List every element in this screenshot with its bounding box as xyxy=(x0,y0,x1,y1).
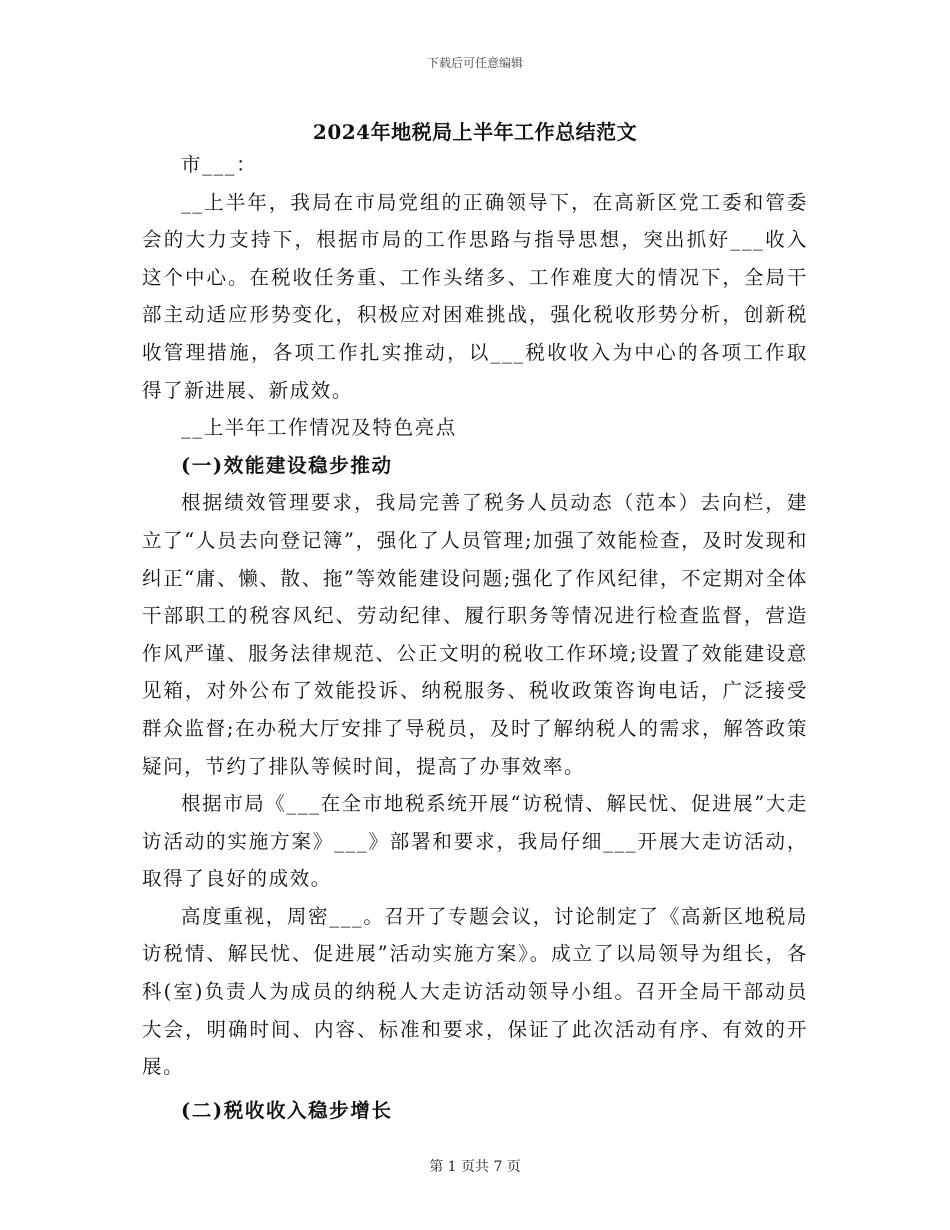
document-title: 2024年地税局上半年工作总结范文 xyxy=(312,120,638,144)
paragraph-organization: 高度重视，周密___。召开了专题会议，讨论制定了《高新区地税局访税情、解民忧、促进展”活动实施方案》。成立了以局领导为组长，各科(室)负责人为成员的纳税人大走访活动领导小组。召开全局干部动员大会，明确时间、内容、标准和要求，保证了此次活动有序、有效的开展。 xyxy=(142,904,808,1079)
page-footer: 第 1 页共 7 页 xyxy=(429,1159,521,1175)
paragraph-overview: __上半年工作情况及特色亮点 xyxy=(181,416,457,440)
paragraph-intro: __上半年，我局在市局党组的正确领导下，在高新区党工委和管委会的大力支持下，根据市局的工作思路与指导思想，突出抓好___收入这个中心。在税收任务重、工作头绪多、工作难度大的情况下，全局干部主动适应形势变化，积极应对困难挑战，强化税收形势分析，创新税收管理措施，各项工作扎实推动，以___税收收入为中心的各项工作取得了新进展、新成效。 xyxy=(142,190,808,402)
paragraph-efficiency: 根据绩效管理要求，我局完善了税务人员动态（范本）去向栏，建立了“人员去向登记簿”，强化了人员管理;加强了效能检查，及时发现和纠正“庸、懒、散、拖”等效能建设问题;强化了作风纪律，不定期对全体干部职工的税容风纪、劳动纪律、履行职务等情况进行检查监督，营造作风严谨、服务法律规范、公正文明的税收工作环境;设置了效能建设意见箱，对外公布了效能投诉、纳税服务、税收政策咨询电话，广泛接受群众监督;在办税大厅安排了导税员，及时了解纳税人的需求，解答政策疑问，节约了排队等候时间，提高了办事效率。 xyxy=(142,491,808,778)
salutation: 市___： xyxy=(181,153,258,176)
section-heading-1: (一)效能建设稳步推动 xyxy=(181,453,393,477)
document-body xyxy=(142,146,808,1129)
header-note: 下载后可任意编辑 xyxy=(426,56,523,70)
section-heading-2: (二)税收收入稳步增长 xyxy=(181,1098,393,1122)
paragraph-visit-activity: 根据市局《___在全市地税系统开展“访税情、解民忧、促进展”大走访活动的实施方案》___》部署和要求，我局仔细___开展大走访活动，取得了良好的成效。 xyxy=(142,792,808,891)
